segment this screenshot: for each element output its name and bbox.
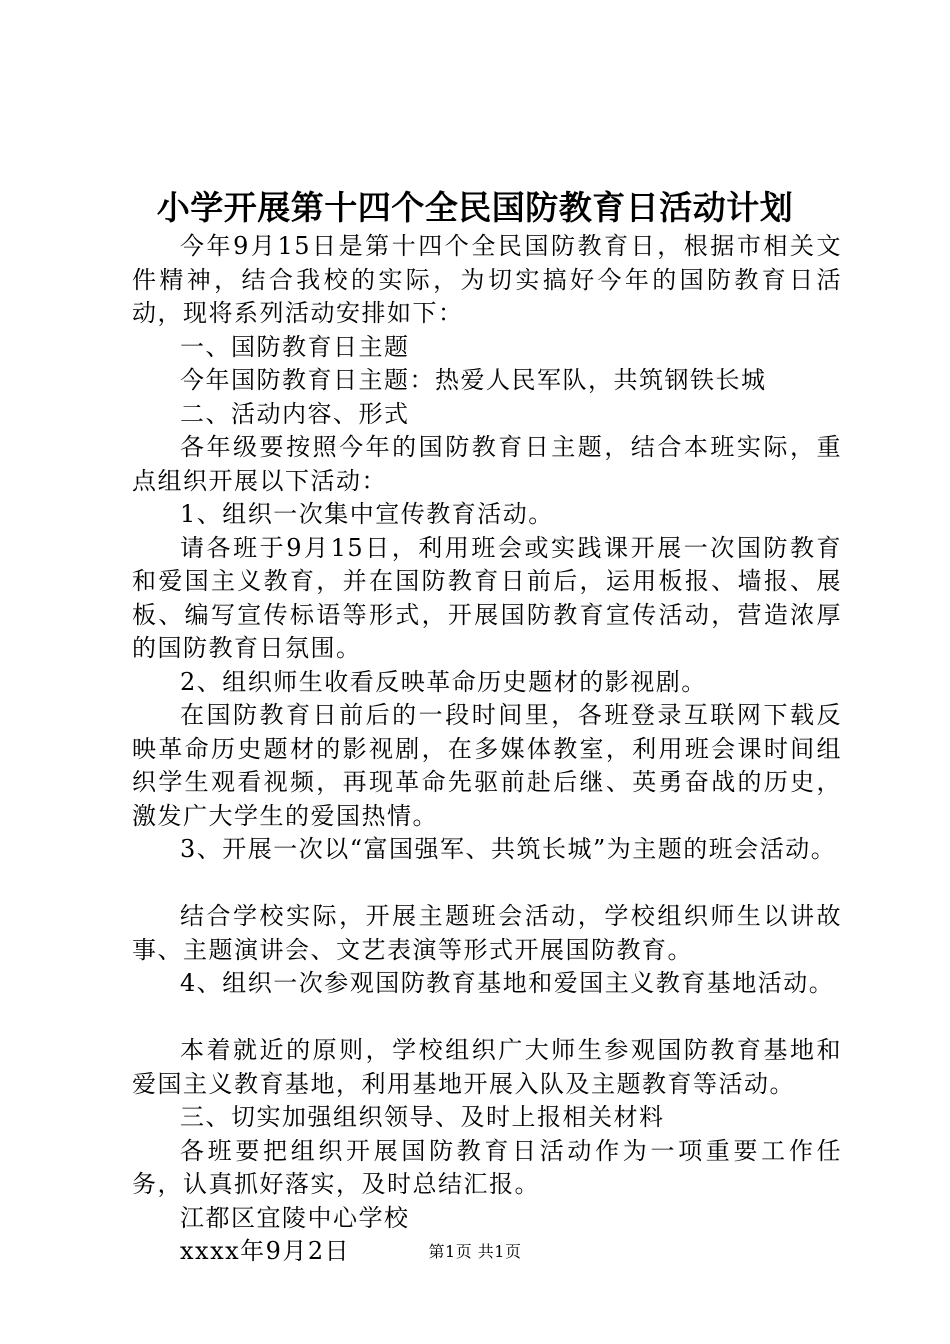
activity-2-heading: 2、组织师生收看反映革命历史题材的影视剧。 xyxy=(180,667,707,696)
intro-paragraph: 今年9月15日是第十四个全民国防教育日，根据市相关文件精神，结合我校的实际，为切实搞好今年的国防教育日活动，现将系列活动安排如下： xyxy=(132,232,842,327)
document-title: 小学开展第十四个全民国防教育日活动计划 xyxy=(156,188,794,227)
activity-1-paragraph: 请各班于9月15日，利用班会或实践课开展一次国防教育和爱国主义教育，并在国防教育日前后，运用板报、墙报、展板、编写宣传标语等形式，开展国防教育宣传活动，营造浓厚的国防教育日氛围。 xyxy=(132,533,842,662)
section-heading-activities: 二、活动内容、形式 xyxy=(180,399,410,428)
activity-1-heading: 1、组织一次集中宣传教育活动。 xyxy=(180,500,554,528)
activity-2-paragraph: 在国防教育日前后的一段时间里，各班登录互联网下载反映革命历史题材的影视剧，在多媒体教室，利用班会课时间组织学生观看视频，再现革命先驱前赴后继、英勇奋战的历史，激发广大学生的爱国热情。 xyxy=(132,701,842,830)
organization-paragraph: 各班要把组织开展国防教育日活动作为一项重要工作任务，认真抓好落实，及时总结汇报。 xyxy=(132,1136,842,1198)
activity-3-paragraph: 结合学校实际，开展主题班会活动，学校组织师生以讲故事、主题演讲会、文艺表演等形式开展国防教育。 xyxy=(132,902,842,964)
activities-intro-paragraph: 各年级要按照今年的国防教育日主题，结合本班实际，重点组织开展以下活动： xyxy=(132,433,842,495)
activity-4-paragraph: 本着就近的原则，学校组织广大师生参观国防教育基地和爱国主义教育基地，利用基地开展入队及主题教育等活动。 xyxy=(132,1036,842,1098)
activity-4-heading: 4、组织一次参观国防教育基地和爱国主义教育基地活动。 xyxy=(180,969,835,997)
section-heading-theme: 一、国防教育日主题 xyxy=(180,332,410,361)
section-heading-organization: 三、切实加强组织领导、及时上报相关材料 xyxy=(180,1103,665,1131)
theme-paragraph: 今年国防教育日主题：热爱人民军队，共筑钢铁长城 xyxy=(180,366,767,394)
document-body xyxy=(132,230,842,1269)
activity-3-heading: 3、开展一次以“富国强军、共筑长城”为主题的班会活动。 xyxy=(180,835,837,863)
signature-school: 江都区宜陵中心学校 xyxy=(180,1203,410,1232)
page-footer: 第1页 共1页 xyxy=(428,1242,522,1261)
signature-date: xxxx年9月2日 xyxy=(180,1237,351,1265)
